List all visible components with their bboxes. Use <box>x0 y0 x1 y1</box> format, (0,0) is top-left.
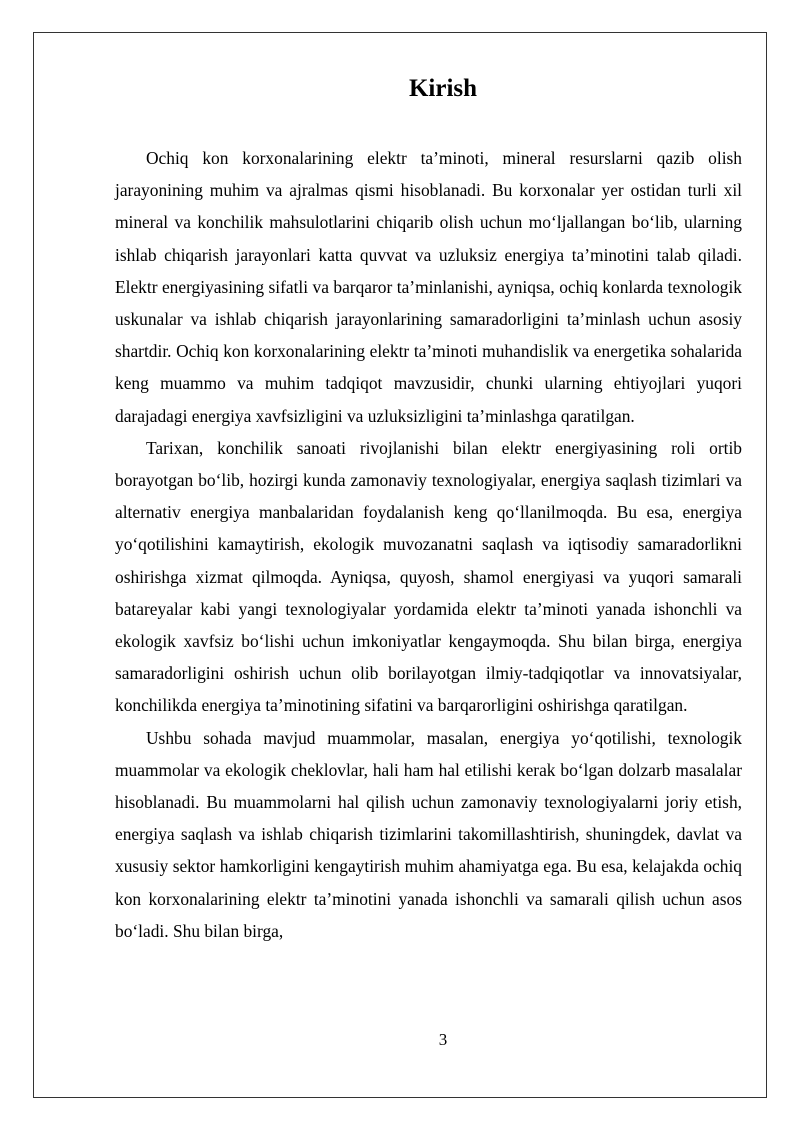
page-title: Kirish <box>408 75 478 102</box>
paragraph-2: Tarixan, konchilik sanoati rivojlanishi bilan elektr energiyasining roli ortib borayotgan bo‘lib, hozirgi kunda zamonaviy texnologiyalar, energiya saqlash tizimlari va alternativ energiya manbalaridan foydalanish keng qo‘llanilmoqda. Bu esa, energiya yo‘qotilishini kamaytirish, ekologik muvozanatni saqlash va iqtisodiy samaradorlikni oshirishga xizmat qilmoqda. Ayniqsa, quyosh, shamol energiyasi va yuqori samarali batareyalar kabi yangi texnologiyalar yordamida elektr ta’minoti yanada ishonchli va ekologik xavfsiz bo‘lishi uchun imkoniyatlar kengaymoqda. Shu bilan birga, energiya samaradorligini oshirish uchun olib borilayotgan ilmiy-tadqiqotlar va innovatsiyalar, konchilikda energiya ta’minotining sifatini va barqarorligini oshirishga qaratilgan. <box>115 437 742 716</box>
body-text <box>115 142 742 947</box>
paragraph-1: Ochiq kon korxonalarining elektr ta’minoti, mineral resurslarni qazib olish jarayonining muhim va ajralmas qismi hisoblanadi. Bu korxonalar yer ostidan turli xil mineral va konchilik mahsulotlarini chiqarib olish uchun mo‘ljallangan bo‘lib, ularning ishlab chiqarish jarayonlari katta quvvat va uzluksiz energiya ta’minotini talab qiladi. Elektr energiyasining sifatli va barqaror ta’minlanishi, ayniqsa, ochiq konlarda texnologik uskunalar va ishlab chiqarish jarayonlarining samaradorligini ta’minlash uchun asosiy shartdir. Ochiq kon korxonalarining elektr ta’minoti muhandislik va energetika sohalarida keng muammo va muhim tadqiqot mavzusidir, chunki ularning ehtiyojlari yuqori darajadagi energiya xavfsizligini va uzluksizligini ta’minlashga qaratilgan. <box>115 148 742 426</box>
page-number: 3 <box>438 1030 448 1049</box>
paragraph-3: Ushbu sohada mavjud muammolar, masalan, energiya yo‘qotilishi, texnologik muammolar va ekologik cheklovlar, hali ham hal etilishi kerak bo‘lgan dolzarb masalalar hisoblanadi. Bu muammolarni hal qilish uchun zamonaviy texnologiyalarni joriy etish, energiya saqlash va ishlab chiqarish tizimlarini takomillashtirish, shuningdek, davlat va xususiy sektor hamkorligini kengaytirish muhim ahamiyatga ega. Bu esa, kelajakda ochiq kon korxonalarining elektr ta’minotini yanada ishonchli va samarali qilish uchun asos bo‘ladi. Shu bilan birga, <box>115 727 742 941</box>
